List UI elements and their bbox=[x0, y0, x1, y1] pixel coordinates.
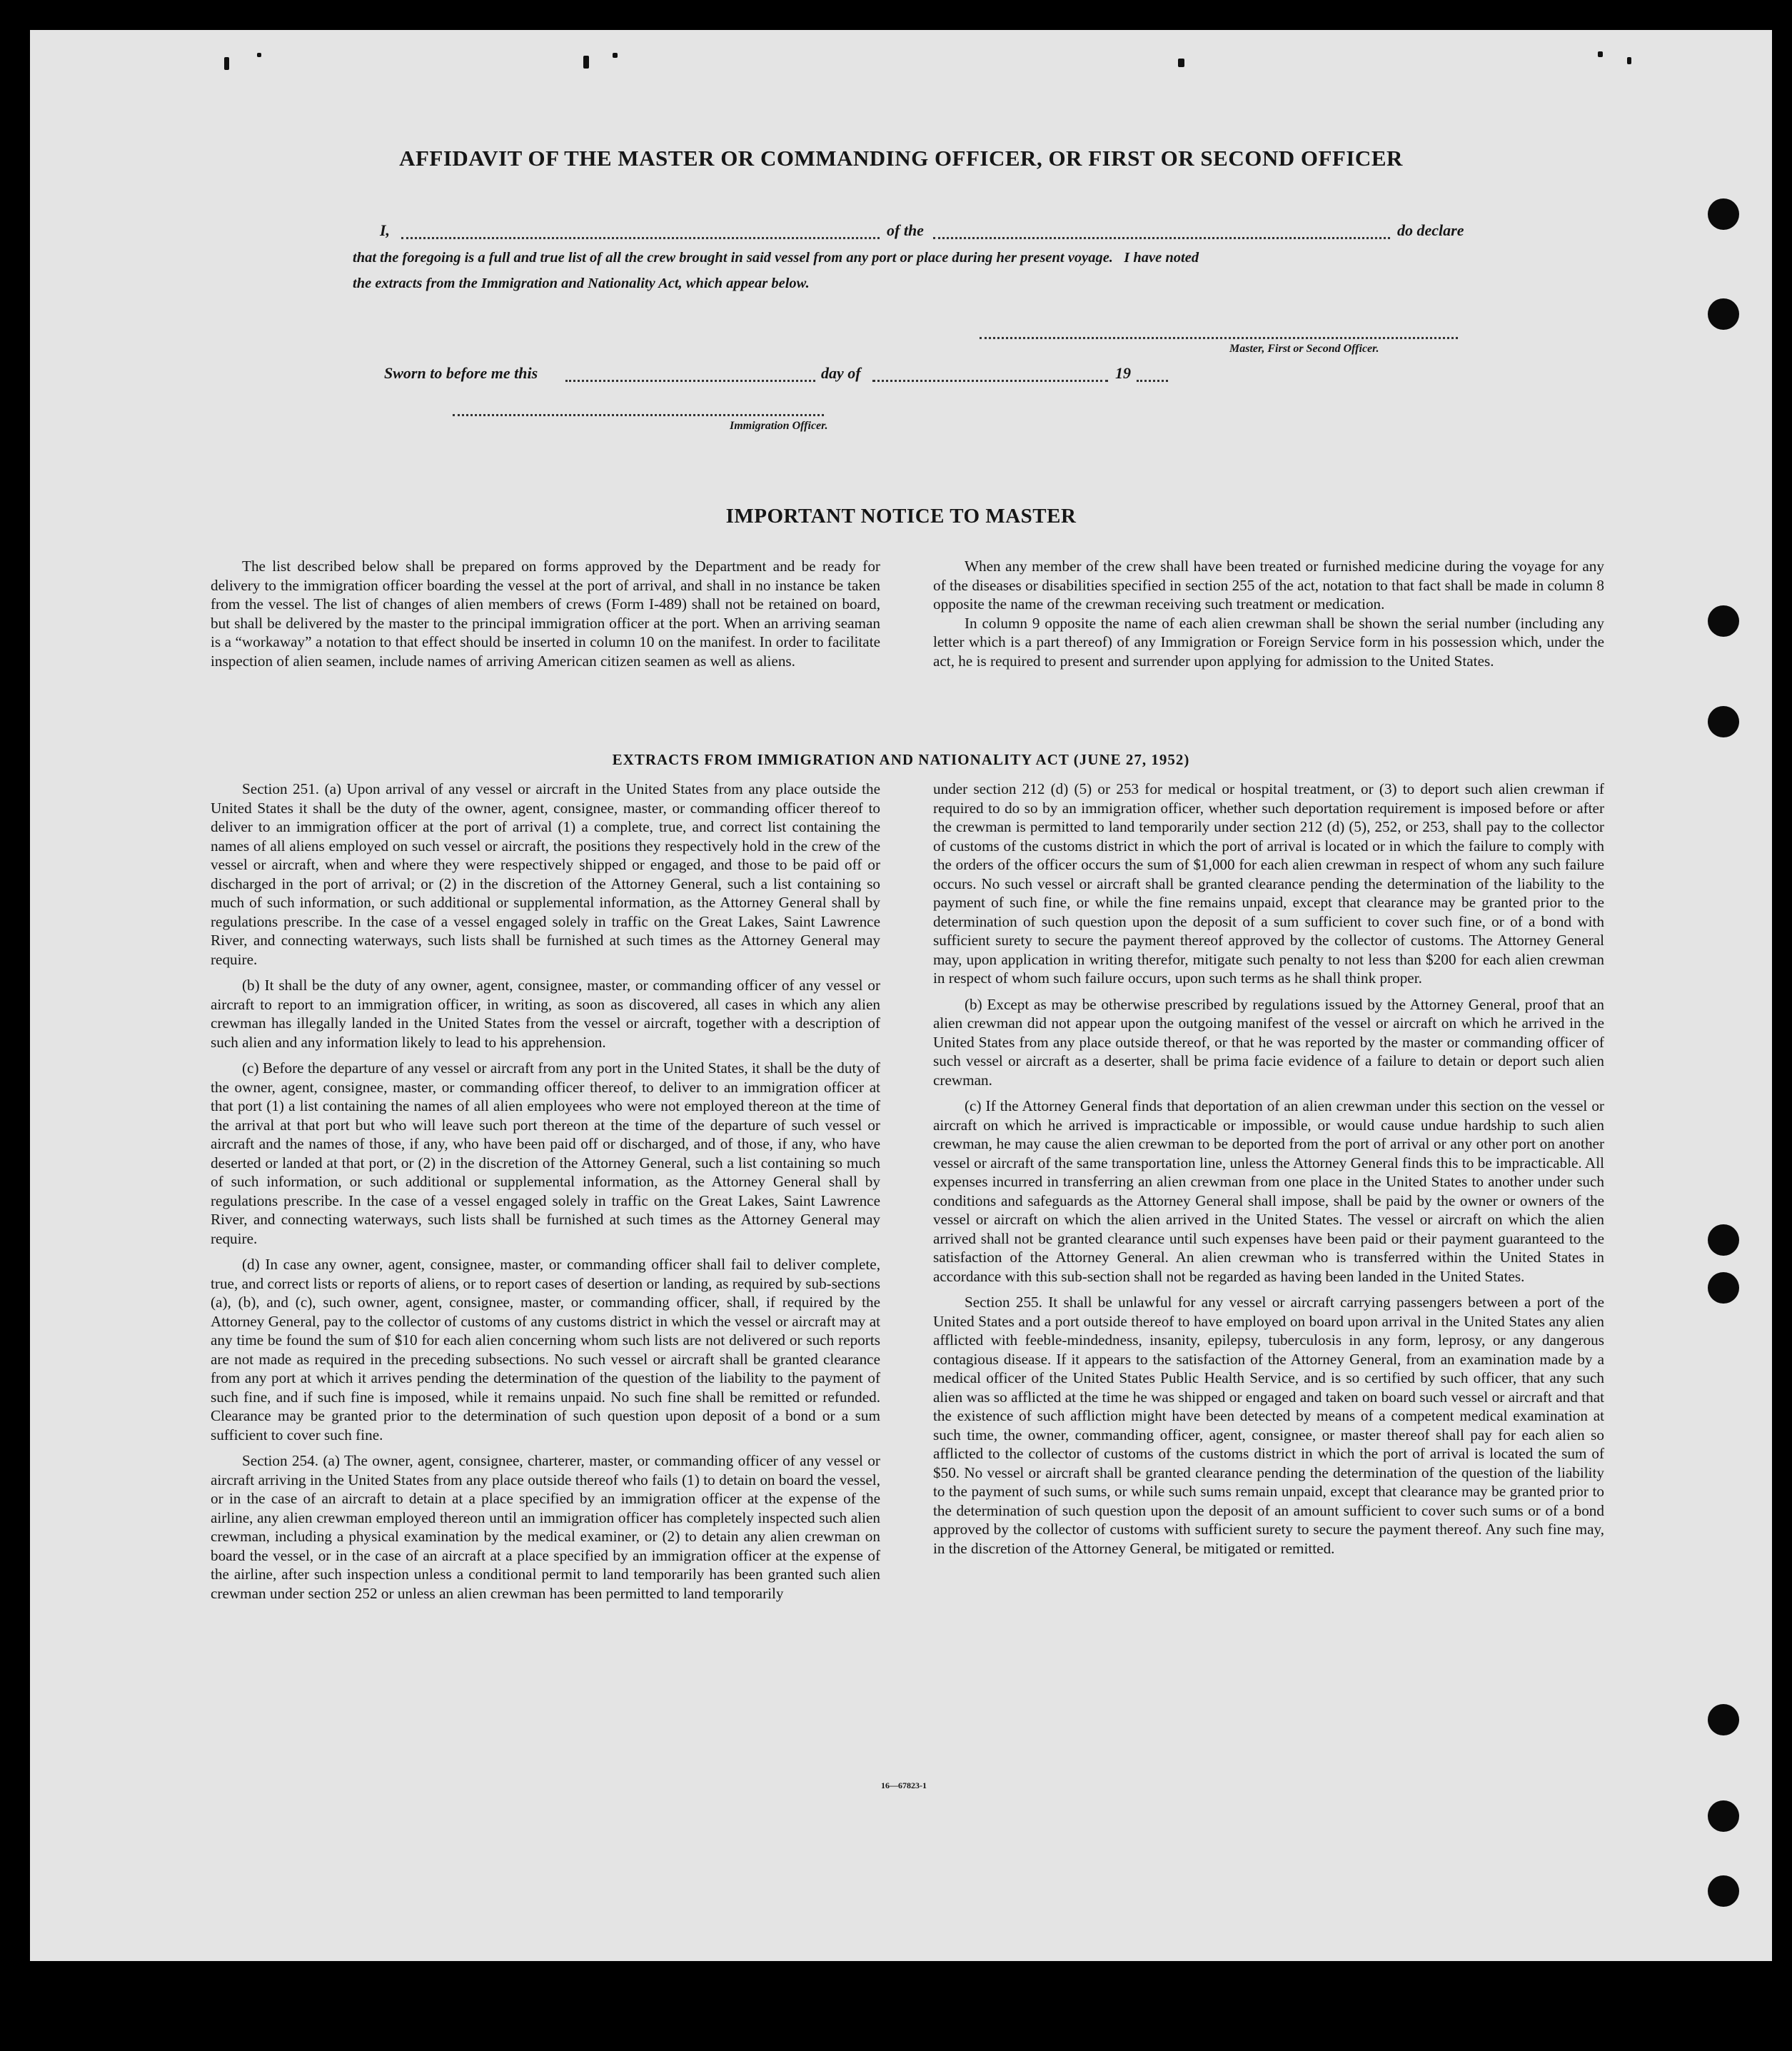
extracts-right-column bbox=[933, 780, 1604, 1565]
affidavit-do-declare: do declare bbox=[1397, 221, 1464, 239]
sworn-date-line[interactable] bbox=[565, 380, 815, 382]
section-251-a: Section 251. (a) Upon arrival of any vessel or aircraft in the United States from any place outside the United States it shall be the duty of the owner, agent, consignee, master, or commanding officer thereof to deliver to an immigration officer at the port of arrival (1) a complete, true, and correct list containing the names of all aliens employed on such vessel or aircraft, the positions they respectively hold in the crew of the vessel or aircraft, when and where they were respectively shipped or engaged, and those to be paid off or discharged in the port of arrival; or (2) in the discretion of the Attorney General, such a list containing so much of such information, or such additional or supplemental information, as the Attorney General shall by regulations prescribe. In the case of a vessel engaged solely in traffic on the Great Lakes, Saint Lawrence River, and connecting waterways, such lists shall be furnished at such times as the Attorney General may require. bbox=[211, 780, 880, 968]
section-254-a-continued: under section 212 (d) (5) or 253 for medical or hospital treatment, or (3) to deport such alien crewman if required to do so by an immigration officer, whether such deportation requirement is imposed before or after the crewman is permitted to land temporarily under section 212 (d) (5), 252, or 253, shall pay to the collector of customs of the customs district in which the port of arrival is located or in which the failure to comply with the orders of the officer occurs the sum of $1,000 for each alien crewman in respect of whom any such failure occurs. No such vessel or aircraft shall be granted clearance pending the determination of the liability to the payment of such fine, or while the fine remains unpaid, except that clearance may be granted prior to the determination of such question upon the deposit of a sum sufficient to cover such fine, or of a bond with sufficient surety to secure the payment thereof approved by the collector of customs. The Attorney General may, upon application in writing therefor, mitigate such penalty to not less than $200 for each alien crewman in respect of whom such failure occurs, upon such terms as he shall think proper. bbox=[933, 780, 1604, 987]
document-page bbox=[30, 30, 1772, 1961]
binder-hole bbox=[1708, 1272, 1739, 1304]
name-blank-line[interactable] bbox=[401, 237, 880, 239]
year-blank-line[interactable] bbox=[1137, 380, 1168, 382]
binder-hole bbox=[1708, 298, 1739, 330]
binder-hole bbox=[1708, 706, 1739, 737]
binder-hole bbox=[1708, 1704, 1739, 1735]
extracts-title: EXTRACTS FROM IMMIGRATION AND NATIONALITY ACT (JUNE 27, 1952) bbox=[612, 751, 1190, 768]
speck-mark bbox=[1598, 51, 1603, 57]
affidavit-line-1: that the foregoing is a full and true list of all the crew brought in said vessel from any port or place during her present voyage. I have noted bbox=[353, 250, 1199, 266]
master-signature-line[interactable] bbox=[980, 337, 1458, 339]
affidavit-of-the: of the bbox=[887, 221, 924, 239]
affidavit-i: I, bbox=[380, 221, 391, 239]
officer-signature-line[interactable] bbox=[453, 414, 824, 416]
section-251-d: (d) In case any owner, agent, consignee, master, or commanding officer shall fail to deliver complete, true, and correct lists or reports of aliens, or to report cases of desertion or landing, as required by sub-sections (a), (b), and (c), such owner, agent, consignee, master, or commanding officer, shall, if required by the Attorney General, pay to the collector of customs of any customs district in which the vessel or aircraft may at any time be found the sum of $10 for each alien concerning whom such lists are not delivered or such reports are not made as required in the preceding subsections. No such vessel or aircraft shall be granted clearance from any port at which it arrives pending the determination of the question of the liability to the payment of such fine, and if such fine is imposed, while it remains unpaid. No such fine shall be remitted or refunded. Clearance may be granted prior to the determination of such question upon deposit of a bond or a sum sufficient to cover such fine. bbox=[211, 1256, 880, 1443]
binder-hole bbox=[1708, 1875, 1739, 1907]
vessel-blank-line[interactable] bbox=[933, 237, 1390, 239]
notice-title: IMPORTANT NOTICE TO MASTER bbox=[725, 505, 1077, 528]
day-of-label: day of bbox=[821, 364, 861, 382]
speck-mark bbox=[224, 57, 229, 70]
speck-mark bbox=[583, 56, 589, 69]
section-251-b: (b) It shall be the duty of any owner, agent, consignee, master, or commanding officer of any vessel or aircraft to report to an immigration officer, in writing, as soon as discovered, all cases in which any alien crewman has illegally landed in the United States from the vessel or aircraft, together with a description of such alien and any information likely to lead to his apprehension. bbox=[211, 977, 880, 1051]
sworn-label: Sworn to before me this bbox=[384, 364, 538, 382]
notice-right-column bbox=[933, 557, 1604, 677]
notice-left-column bbox=[211, 557, 880, 677]
month-blank-line[interactable] bbox=[872, 380, 1108, 382]
section-254-c: (c) If the Attorney General finds that deportation of an alien crewman under this section on the vessel or aircraft on which he arrived is impracticable or impossible, or would cause undue hardship to such alien crewman, he may cause the alien crewman to be deported from the port of arrival or any other port on another vessel or aircraft of the same transportation line, unless the Attorney General finds this to be impracticable. All expenses incurred in transferring an alien crewman from one place in the United States to another under such conditions and safeguards as the Attorney General shall impose, shall be paid by the owner or owners of the vessel or aircraft on which the alien arrived in the United States. The vessel or aircraft on which the alien arrived shall not be granted clearance until such expenses have been paid or their payment guaranteed to the satisfaction of the Attorney General. An alien crewman who is transferred within the United States in accordance with this sub-section shall not be regarded as having been landed in the United States. bbox=[933, 1097, 1604, 1285]
section-255: Section 255. It shall be unlawful for any vessel or aircraft carrying passengers between a port of the United States and a port outside thereof to have employed on board upon arrival in the United States any alien afflicted with feeble-mindedness, insanity, epilepsy, tuberculosis in any form, leprosy, or any dangerous contagious disease. If it appears to the satisfaction of the Attorney General, from an examination made by a medical officer of the United States Public Health Service, and is so certified by such officer, that any such alien was so afflicted at the time he was shipped or engaged and taken on board such vessel or aircraft and that the existence of such affliction might have been detected by means of a competent medical examination at such time, the owner, commanding officer, agent, consignee, or master thereof shall pay for each alien so afflicted to the collector of customs of the customs district in which the port of arrival is located the sum of $50. No vessel or aircraft shall be granted clearance pending the determination of the question of the liability to the payment of such sums, or while such sums remain unpaid, except that clearance may be granted prior to the determination of such question upon the deposit of an amount sufficient to cover such sums or of a bond approved by the collector of customs with sufficient surety to secure the payment thereof. Any such fine may, in the discretion of the Attorney General, be mitigated or remitted. bbox=[933, 1294, 1604, 1557]
affidavit-title: AFFIDAVIT OF THE MASTER OR COMMANDING OFFICER, OR FIRST OR SECOND OFFICER bbox=[399, 146, 1403, 171]
master-caption: Master, First or Second Officer. bbox=[1229, 343, 1379, 355]
affidavit-line-2: the extracts from the Immigration and Nationality Act, which appear below. bbox=[353, 276, 810, 291]
speck-mark bbox=[257, 53, 261, 57]
form-number: 16—67823-1 bbox=[881, 1780, 927, 1790]
extracts-left-column bbox=[211, 780, 880, 1610]
notice-left-paragraph: The list described below shall be prepared on forms approved by the Department and be ready for delivery to the immigration officer boarding the vessel at the port of arrival, and shall in no instance be taken from the vessel. The list of changes of alien members of crews (Form I-489) shall not be retained on board, but shall be delivered by the master to the principal immigration officer at the port. When an arriving seaman is a “workaway” a notation to that effect should be inserted in column 10 on the manifest. In order to facilitate inspection of alien seamen, include names of arriving American citizen seamen as well as aliens. bbox=[211, 558, 880, 670]
officer-caption: Immigration Officer. bbox=[730, 420, 828, 432]
section-254-b: (b) Except as may be otherwise prescribed by regulations issued by the Attorney General, proof that an alien crewman did not appear upon the outgoing manifest of the vessel or aircraft on which he arrived in the United States from any place outside thereof, or that he was reported by the master or commanding officer of such vessel or aircraft as a deserter, shall be prima facie evidence of a failure to detain or deport such alien crewman. bbox=[933, 995, 1604, 1089]
notice-right-paragraph-1: When any member of the crew shall have been treated or furnished medicine during the voyage for any of the diseases or disabilities specified in section 255 of the act, notation to that fact shall be made in column 8 opposite the name of the crewman receiving such treatment or medication. bbox=[933, 558, 1604, 613]
binder-hole bbox=[1708, 605, 1739, 637]
binder-hole bbox=[1708, 1224, 1739, 1256]
speck-mark bbox=[613, 53, 618, 58]
year-label: 19 bbox=[1115, 364, 1131, 382]
section-251-c: (c) Before the departure of any vessel or aircraft from any port in the United States, it shall be the duty of the owner, agent, consignee, master, or commanding officer thereof, to deliver to an immigration officer at that port (1) a list containing the names of all alien employees who were not employed thereon at the time of the arrival at that port but who will leave such port thereon at the time of the departure of such vessel or aircraft and the names of those, if any, who have been paid off or discharged, and of those, if any, who have deserted or landed at that port, or (2) in the discretion of the Attorney General, such a list containing so much of such information, or such additional or supplemental information, as the Attorney General shall by regulations prescribe. In the case of a vessel engaged solely in traffic on the Great Lakes, Saint Lawrence River, and connecting waterways, such lists shall be furnished at such times as the Attorney General may require. bbox=[211, 1059, 880, 1247]
notice-right-paragraph-2: In column 9 opposite the name of each alien crewman shall be shown the serial number (including any letter which is a part thereof) of any Immigration or Foreign Service form in his possession which, under the act, he is required to present and surrender upon applying for admission to the United States. bbox=[933, 614, 1604, 670]
binder-hole bbox=[1708, 1800, 1739, 1832]
speck-mark bbox=[1178, 59, 1184, 67]
section-254-a: Section 254. (a) The owner, agent, consignee, charterer, master, or commanding officer of any vessel or aircraft arriving in the United States from any place outside thereof who fails (1) to detain on board the vessel, or in the case of an aircraft to detain at a place specified by an immigration officer at the expense of the airline, any alien crewman employed thereon until an immigration officer has completely inspected such alien crewman, including a physical examination by the medical examiner, or (2) to detain any alien crewman on board the vessel, or in the case of an aircraft at a place specified by an immigration officer at the expense of the airline, after such inspection unless a conditional permit to land temporarily has been granted such alien crewman under section 252 or unless an alien crewman has been permitted to land temporarily bbox=[211, 1452, 880, 1602]
binder-hole bbox=[1708, 198, 1739, 230]
speck-mark bbox=[1627, 57, 1631, 64]
